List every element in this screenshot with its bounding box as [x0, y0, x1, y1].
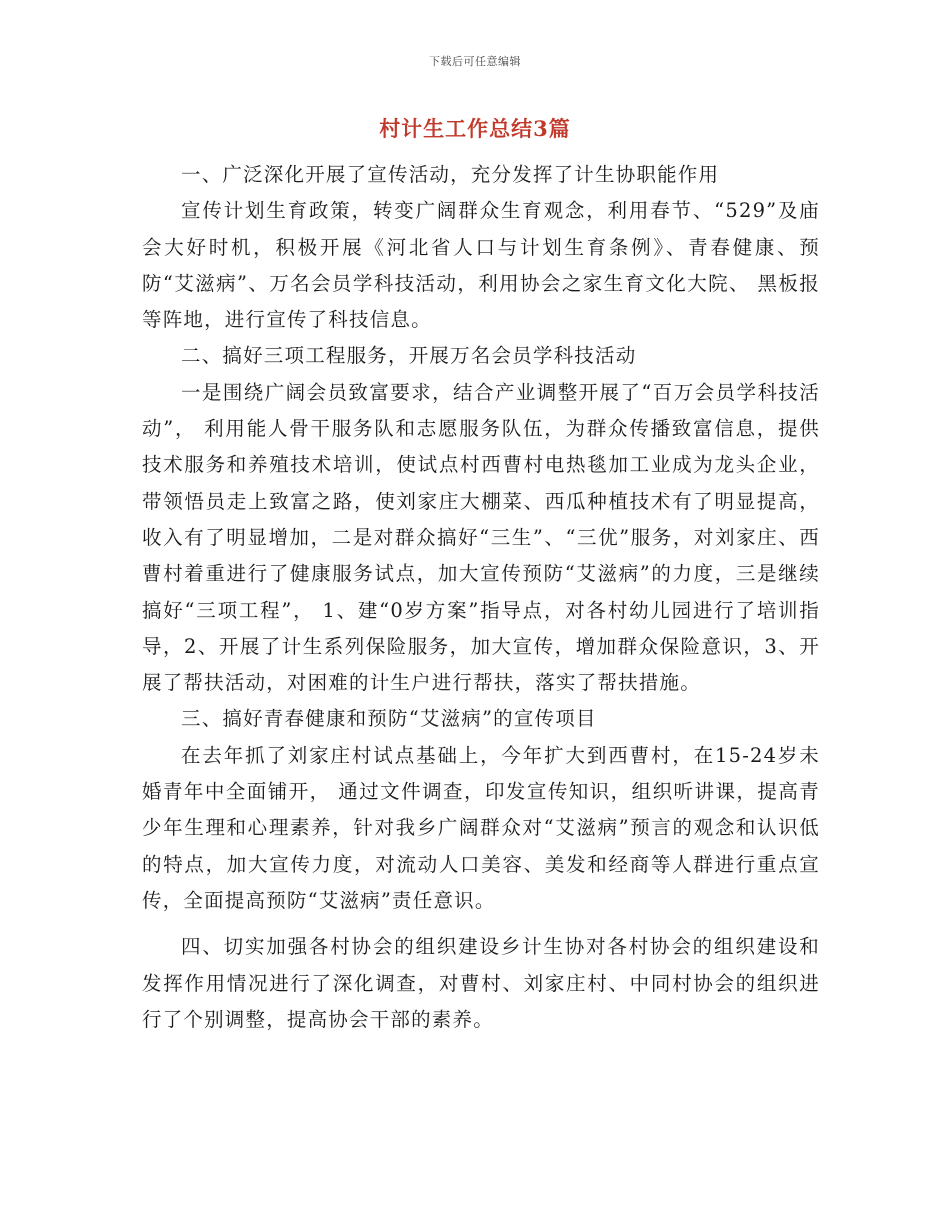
paragraph: 宣传计划生育政策，转变广阔群众生育观念，利用春节、“529”及庙会大好时机，积极开展《河北省人口与计划生育条例》、青春健康、预防“艾滋病”、万名会员学科技活动，利用协会之家生育文化大院、 黑板报等阵地，进行宣传了科技信息。: [142, 199, 820, 332]
section-heading-4: 四、切实加强各村协会的组织建设乡计生协对各村协会的组织建设和发挥作用情况进行了深化调查，对曹村、刘家庄村、中同村协会的组织进行了个别调整，提高协会干部的素养。: [142, 935, 820, 1031]
paragraph: 在去年抓了刘家庄村试点基础上，今年扩大到西曹村，在15-24岁未婚青年中全面铺开， 通过文件调查，印发宣传知识，组织听讲课，提高青少年生理和心理素养，针对我乡广阔群众对“艾滋病”预言的观念和认识低的特点，加大宣传力度，对流动人口美容、美发和经商等人群进行重点宣传，全面提高预防“艾滋病”责任意识。: [142, 743, 820, 912]
header-note: 下载后可任意编辑: [429, 55, 521, 68]
section-heading-2: 二、搞好三项工程服务，开展万名会员学科技活动: [181, 344, 637, 368]
section-heading-1: 一、广泛深化开展了宣传活动，充分发挥了计生协职能作用: [181, 163, 720, 186]
document-body: [142, 157, 820, 1038]
paragraph: 一是围绕广阔会员致富要求，结合产业调整开展了“百万会员学科技活动”， 利用能人骨干服务队和志愿服务队伍，为群众传播致富信息，提供技术服务和养殖技术培训，使试点村西曹村电热毯加工业成为龙头企业，带领悟员走上致富之路，使刘家庄大棚菜、西瓜种植技术有了明显提高，收入有了明显增加，二是对群众搞好“三生”、“三优”服务，对刘家庄、西曹村着重进行了健康服务试点，加大宣传预防“艾滋病”的力度，三是继续搞好“三项工程”， 1、建“0岁方案”指导点，对各村幼儿园进行了培训指导，2、开展了计生系列保险服务，加大宣传，增加群众保险意识，3、开展了帮扶活动，对困难的计生户进行帮扶，落实了帮扶措施。: [142, 380, 820, 695]
section-heading-3: 三、搞好青春健康和预防“艾滋病”的宣传项目: [181, 707, 597, 731]
document-title: 村计生工作总结3篇: [379, 116, 571, 141]
